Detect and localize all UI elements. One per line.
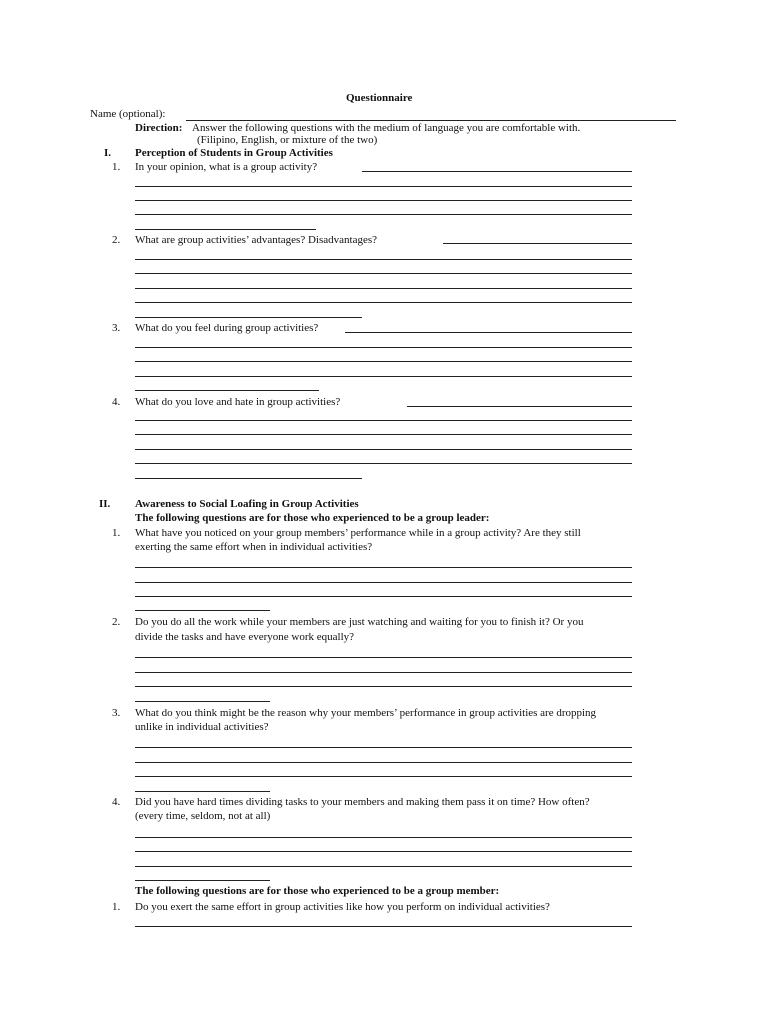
s2-question-number: 4. bbox=[112, 796, 121, 808]
answer-line[interactable] bbox=[135, 866, 632, 867]
answer-line[interactable] bbox=[345, 332, 632, 333]
page-title: Questionnaire bbox=[346, 92, 413, 104]
s2-question-line-1: What do you think might be the reason why your members’ performance in group activities are dropping bbox=[135, 707, 597, 719]
answer-line[interactable] bbox=[135, 672, 632, 673]
s1-question-text: What do you feel during group activities? bbox=[135, 322, 319, 334]
answer-line[interactable] bbox=[407, 406, 632, 407]
answer-line[interactable] bbox=[135, 390, 319, 391]
answer-line[interactable] bbox=[135, 420, 632, 421]
answer-line[interactable] bbox=[135, 229, 316, 230]
s2-question-line-2: (every time, seldom, not at all) bbox=[135, 810, 271, 822]
answer-line[interactable] bbox=[135, 259, 632, 260]
answer-line[interactable] bbox=[135, 478, 362, 479]
name-label: Name (optional): bbox=[90, 108, 166, 120]
s2-question-line-1: Did you have hard times dividing tasks to your members and making them pass it on time? How often? bbox=[135, 796, 590, 808]
answer-line[interactable] bbox=[135, 434, 632, 435]
answer-line[interactable] bbox=[135, 762, 632, 763]
section-2-heading: Awareness to Social Loafing in Group Activities bbox=[135, 498, 359, 510]
s1-question-text: What do you love and hate in group activities? bbox=[135, 396, 341, 408]
s1-question-number: 1. bbox=[112, 161, 121, 173]
answer-line[interactable] bbox=[443, 243, 632, 244]
answer-line[interactable] bbox=[135, 776, 632, 777]
section-1-numeral: I. bbox=[104, 147, 112, 159]
answer-line[interactable] bbox=[135, 747, 632, 748]
s2-question-line-1: Do you do all the work while your members are just watching and waiting for you to finish it? Or you bbox=[135, 616, 584, 628]
answer-line[interactable] bbox=[135, 361, 632, 362]
answer-line[interactable] bbox=[135, 463, 632, 464]
answer-line[interactable] bbox=[135, 214, 632, 215]
s2-question-line-2: exerting the same effort when in individual activities? bbox=[135, 541, 373, 553]
s2-question-number: 2. bbox=[112, 616, 121, 628]
answer-line[interactable] bbox=[135, 317, 362, 318]
answer-line[interactable] bbox=[135, 449, 632, 450]
s2-question-number: 3. bbox=[112, 707, 121, 719]
direction-label: Direction: bbox=[135, 122, 183, 134]
answer-line[interactable] bbox=[135, 288, 632, 289]
leader-heading: The following questions are for those who experienced to be a group leader: bbox=[135, 512, 490, 524]
answer-line[interactable] bbox=[135, 701, 270, 702]
s2-member-question-text: Do you exert the same effort in group activities like how you perform on individual activities? bbox=[135, 901, 550, 913]
s1-question-text: What are group activities’ advantages? Disadvantages? bbox=[135, 234, 377, 246]
answer-line[interactable] bbox=[135, 186, 632, 187]
s2-question-number: 1. bbox=[112, 527, 121, 539]
member-heading: The following questions are for those who experienced to be a group member: bbox=[135, 885, 500, 897]
s1-question-text: In your opinion, what is a group activity? bbox=[135, 161, 318, 173]
answer-line[interactable] bbox=[135, 791, 270, 792]
answer-line[interactable] bbox=[135, 610, 270, 611]
s2-member-question-number: 1. bbox=[112, 901, 121, 913]
section-1-heading: Perception of Students in Group Activities bbox=[135, 147, 333, 159]
answer-line[interactable] bbox=[135, 880, 270, 881]
answer-line[interactable] bbox=[135, 567, 632, 568]
s1-question-number: 2. bbox=[112, 234, 121, 246]
direction-text: Answer the following questions with the medium of language you are comfortable with. bbox=[192, 122, 581, 134]
answer-line[interactable] bbox=[135, 686, 632, 687]
answer-line[interactable] bbox=[135, 376, 632, 377]
answer-line[interactable] bbox=[362, 171, 632, 172]
answer-line[interactable] bbox=[135, 582, 632, 583]
answer-line[interactable] bbox=[135, 926, 632, 927]
s1-question-number: 3. bbox=[112, 322, 121, 334]
section-2-numeral: II. bbox=[99, 498, 111, 510]
s1-question-number: 4. bbox=[112, 396, 121, 408]
answer-line[interactable] bbox=[135, 273, 632, 274]
answer-line[interactable] bbox=[135, 837, 632, 838]
answer-line[interactable] bbox=[135, 347, 632, 348]
s2-question-line-1: What have you noticed on your group members’ performance while in a group activity? Are they still bbox=[135, 527, 581, 539]
answer-line[interactable] bbox=[135, 657, 632, 658]
s2-question-line-2: divide the tasks and have everyone work equally? bbox=[135, 631, 355, 643]
answer-line[interactable] bbox=[135, 302, 632, 303]
s2-question-line-2: unlike in individual activities? bbox=[135, 721, 269, 733]
name-field[interactable] bbox=[186, 120, 676, 121]
direction-note: (Filipino, English, or mixture of the two) bbox=[197, 134, 378, 146]
answer-line[interactable] bbox=[135, 200, 632, 201]
answer-line[interactable] bbox=[135, 596, 632, 597]
answer-line[interactable] bbox=[135, 851, 632, 852]
